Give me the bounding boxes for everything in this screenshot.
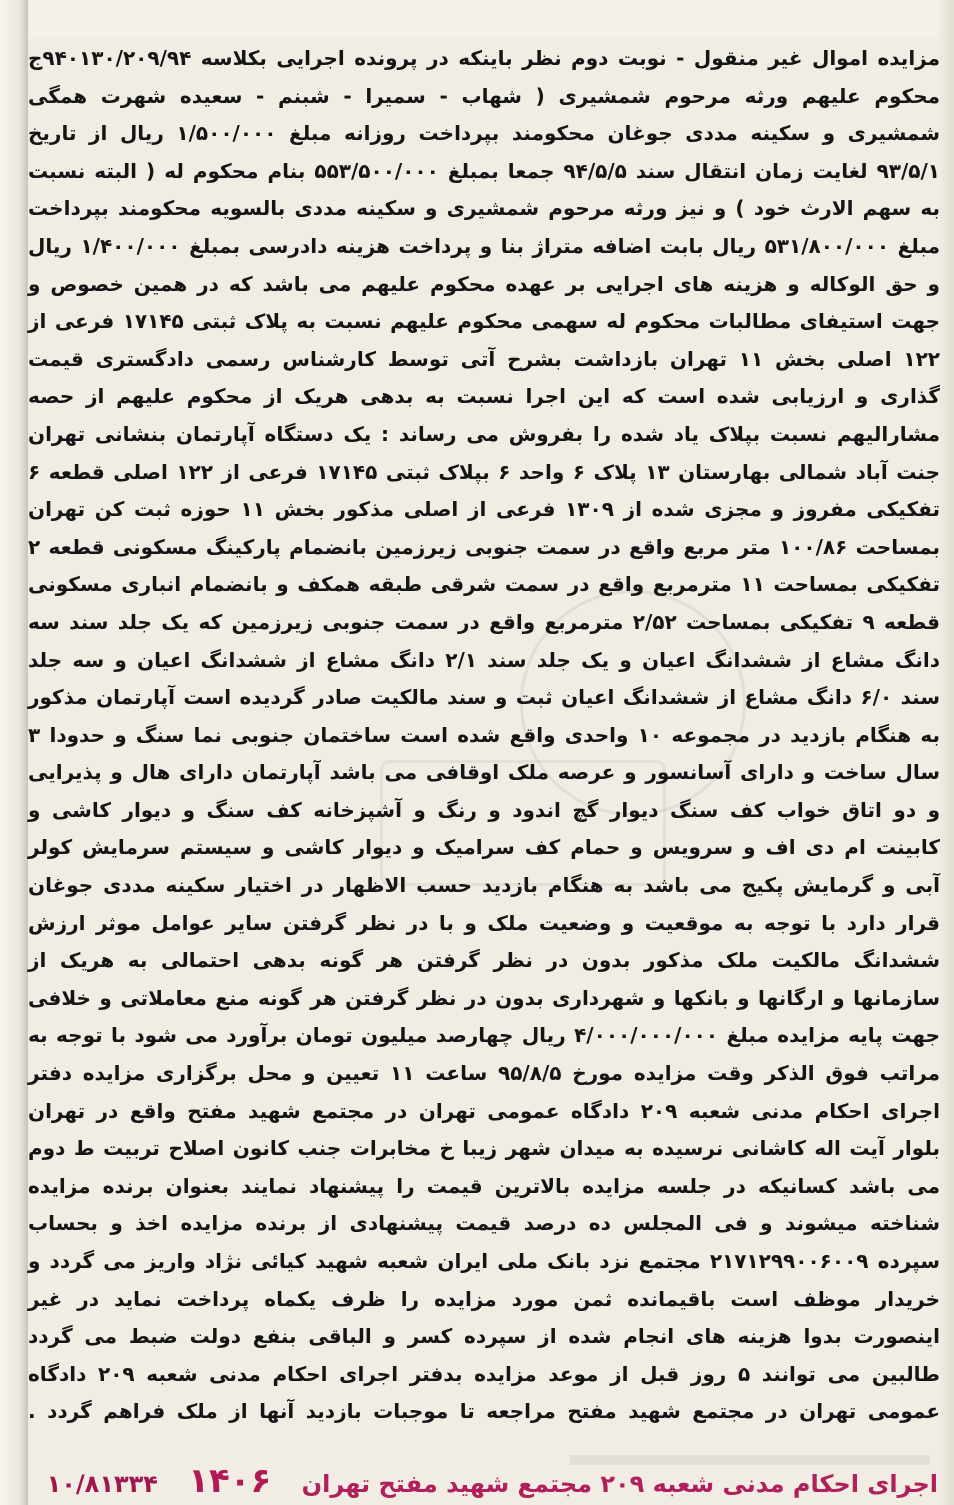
notice-footer (40, 1462, 938, 1500)
footer-reference-number: ۱۰/۸۱۳۳۴ (46, 1470, 158, 1498)
auction-notice-body (28, 40, 940, 1460)
clipping-left-edge (0, 0, 28, 1505)
clipping-top-strip (28, 0, 940, 38)
footer-signature: اجرای احکام مدنی شعبه ۲۰۹ مجتمع شهید مفتح تهران (301, 1470, 938, 1498)
clipping-right-edge (940, 0, 954, 1505)
notice-text: مزایده اموال غیر منقول - نوبت دوم نظر باینکه در پرونده اجرایی بکلاسه ۹۴۰۱۳۰/۲۰۹/۹۴ج محکوم علیهم ورثه مرحوم شمشیری ( شهاب - سمیرا - شبنم - سعیده شهرت همگی شمشیری و سکینه مددی جوغان محکومند بپرداخت روزانه مبلغ ۱/۵۰۰/۰۰۰ ریال از تاریخ ۹۳/۵/۱ لغایت زمان انتقال سند ۹۴/۵/۵ جمعا بمبلغ ۵۵۳/۵۰۰/۰۰۰ بنام محکوم له ( البته نسبت به سهم الارث خود ) و نیز ورثه مرحوم شمشیری و سکینه مددی بالسویه محکومند بپرداخت مبلغ ۵۳۱/۸۰۰/۰۰۰ ریال بابت اضافه متراژ بنا و پرداخت هزینه دادرسی بمبلغ ۱/۴۰۰/۰۰۰ ریال و حق الوکاله و هزینه های اجرایی بر عهده محکوم علیهم می باشد که در همین خصوص و جهت استیفای مطالبات محکوم له سهمی محکوم علیهم نسبت به پلاک ثبتی ۱۷۱۴۵ فرعی از ۱۲۲ اصلی بخش ۱۱ تهران بازداشت بشرح آتی توسط کارشناس رسمی دادگستری قیمت گذاری و ارزیابی شده است که این اجرا نسبت به بدهی هریک از محکوم علیهم از حصه مشارالیهم نسبت بپلاک یاد شده را بفروش می رساند : یک دستگاه آپارتمان بنشانی تهران جنت آباد شمالی بهارستان ۱۳ پلاک ۶ واحد ۶ بپلاک ثبتی ۱۷۱۴۵ فرعی از ۱۲۲ اصلی قطعه ۶ تفکیکی مفروز و مجزی شده از ۱۳۰۹ فرعی از اصلی مذکور بخش ۱۱ حوزه ثبت کن تهران بمساحت ۱۰۰/۸۶ متر مربع واقع در سمت جنوبی زیرزمین بانضمام پارکینگ مسکونی قطعه ۲ تفکیکی بمساحت ۱۱ مترمربع واقع در سمت شرقی طبقه همکف و بانضمام انباری مسکونی قطعه ۹ تفکیکی بمساحت ۲/۵۲ مترمربع واقع در سمت جنوبی زیرزمین که یک جلد سند سه دانگ مشاع از ششدانگ اعیان و یک جلد سند ۲/۱ دانگ مشاع از ششدانگ اعیان و سه جلد سند ۶/۰ دانگ مشاع از ششدانگ اعیان ثبت و سند مالکیت صادر گردیده است آپارتمان مذکور به هنگام بازدید در مجموعه ۱۰ واحدی واقع شده است ساختمان جنوبی نما سنگ و حدودا ۳ سال ساخت و دارای آسانسور و عرصه ملک اوقافی می باشد آپارتمان دارای هال و پذیرایی و دو اتاق خواب کف سنگ دیوار گچ اندود و رنگ و آشپزخانه کف سنگ و دیوار کاشی و کابینت ام دی اف و سرویس و حمام کف سرامیک و دیوار کاشی و سیستم سرمایش کولر آبی و گرمایش پکیج می باشد به هنگام بازدید حسب الاظهار در اختیار سکینه مددی جوغان قرار دارد با توجه به موقعیت و وضعیت ملک و با در نظر گرفتن سایر عوامل موثر ارزش ششدانگ مالکیت ملک مذکور بدون در نظر گرفتن هر گونه بدهی احتمالی به هریک از سازمانها و ارگانها و بانکها و شهرداری بدون در نظر گرفتن هر گونه منع معاملاتی و خلافی جهت پایه مزایده مبلغ ۴/۰۰۰/۰۰۰/۰۰۰ ریال چهارصد میلیون تومان برآورد می شود با توجه به مراتب فوق الذکر وقت مزایده مورخ ۹۵/۸/۵ ساعت ۱۱ تعیین و محل برگزاری مزایده دفتر اجرای احکام مدنی شعبه ۲۰۹ دادگاه عمومی تهران در مجتمع شهید مفتح واقع در تهران بلوار آیت اله کاشانی نرسیده به میدان شهر زیبا خ مخابرات جنب کانون اصلاح تربیت ط دوم می باشد کسانیکه در جلسه مزایده بالاترین قیمت را پیشنهاد نمایند بعنوان برنده مزایده شناخته میشوند و فی المجلس ده درصد قیمت پیشنهادی از برنده مزایده اخذ و بحساب سپرده ۲۱۷۱۲۹۹۰۰۶۰۰۹ مجتمع نزد بانک ملی ایران شعبه شهید کیائی نژاد واریز می گردد و خریدار موظف است باقیمانده ثمن مورد مزایده را ظرف یکماه پرداخت نماید در غیر اینصورت بدوا هزینه های انجام شده از سپرده کسر و الباقی بنفع دولت ضبط می گردد طالبین می توانند ۵ روز قبل از موعد مزایده بدفتر اجرای احکام مدنی شعبه ۲۰۹ دادگاه عمومی تهران در مجتمع شهید مفتح مراجعه تا موجبات بازدید آنها از ملک فراهم گردد . (28, 46, 941, 1424)
footer-handwritten-number: ۱۴۰۶ (188, 1461, 272, 1501)
